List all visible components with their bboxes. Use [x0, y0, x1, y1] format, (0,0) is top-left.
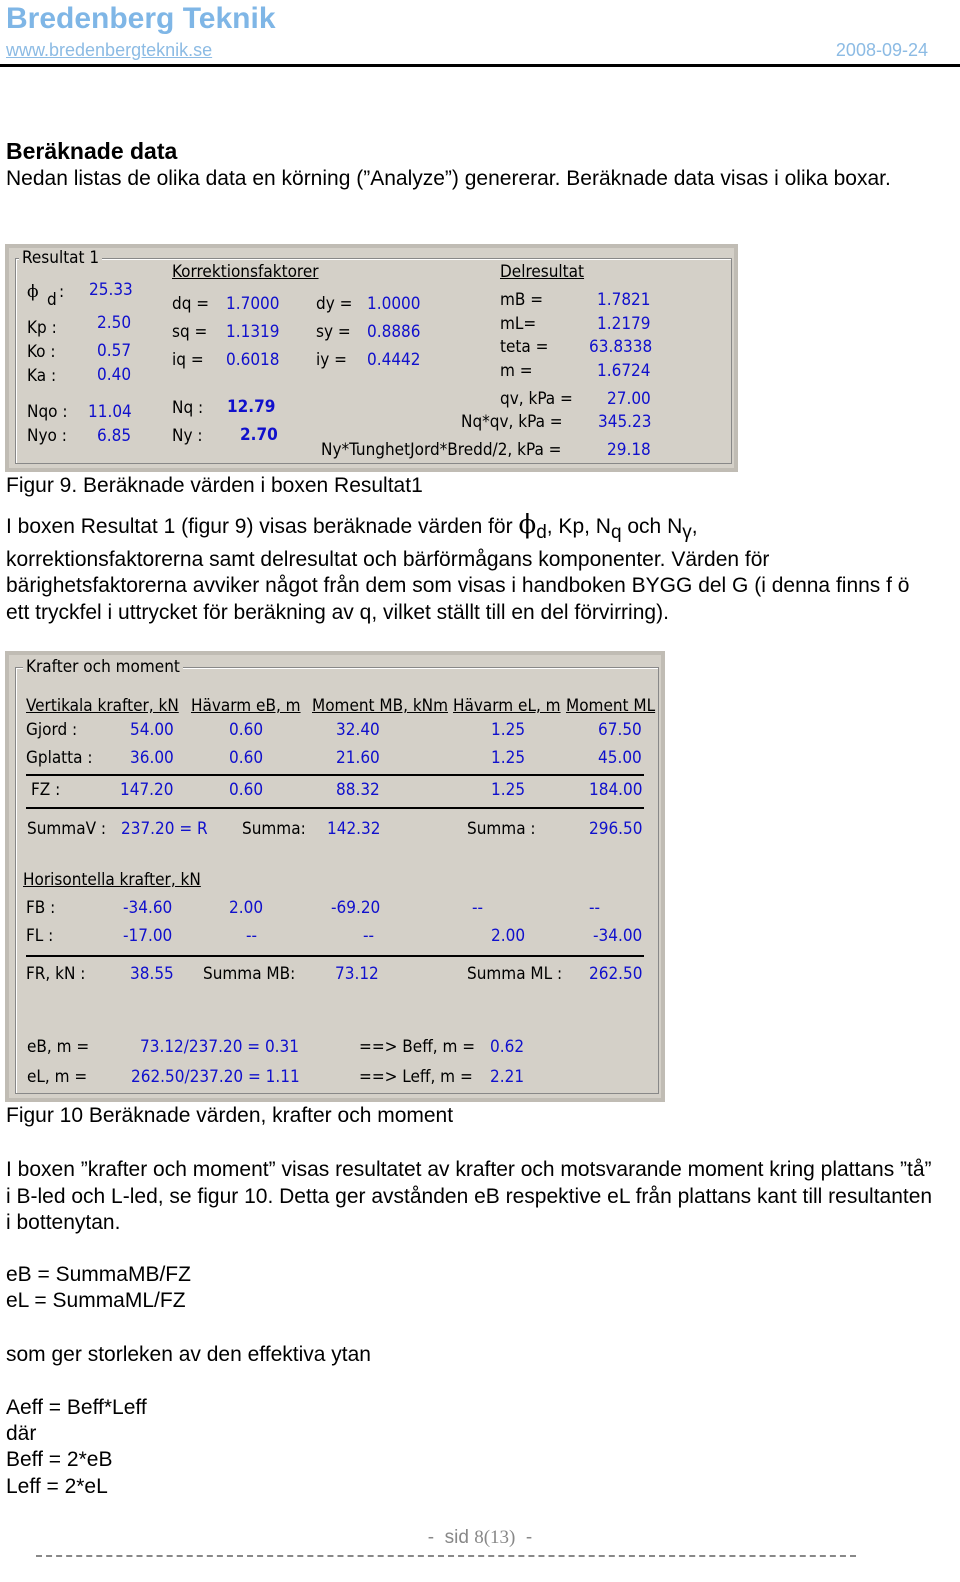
footer-sid: sid	[444, 1527, 469, 1548]
ny-value: 2.70	[240, 425, 278, 445]
gplatta-el: 1.25	[491, 748, 526, 768]
row-label-gjord: Gjord :	[26, 720, 78, 740]
eb-value: 73.12/237.20 = 0.31	[140, 1037, 299, 1057]
summa-mb-value: 142.32	[327, 819, 381, 839]
equation-aeff: Aeff = Beff*Leff	[6, 1396, 147, 1419]
teta-label: teta =	[500, 337, 549, 357]
phi-d-value: 25.33	[89, 280, 133, 300]
nqo-label: Nqo :	[27, 402, 68, 422]
teta-value: 63.8338	[589, 337, 653, 357]
col-header-moment-ml: Moment ML	[566, 696, 656, 716]
nytunghet-value: 29.18	[607, 440, 651, 460]
qv-label: qv, kPa =	[500, 389, 573, 409]
website-link[interactable]: www.bredenbergteknik.se	[6, 40, 213, 60]
m-value: 1.6724	[597, 361, 651, 381]
col-header-havarm-el: Hävarm eL, m	[453, 696, 561, 716]
korrektionsfaktorer-title: Korrektionsfaktorer	[172, 262, 319, 282]
fz-mb: 88.32	[336, 780, 380, 800]
fb-ml: --	[589, 898, 601, 918]
ml-label: mL=	[500, 314, 537, 334]
eb-label: eB, m =	[27, 1037, 90, 1057]
iq-value: 0.6018	[226, 350, 280, 370]
ka-label: Ka :	[27, 366, 57, 386]
fz-force: 147.20	[120, 780, 174, 800]
gplatta-ml: 45.00	[598, 748, 642, 768]
summa-mb-label: Summa:	[242, 819, 306, 839]
fz-eb: 0.60	[229, 780, 264, 800]
document-date: 2008-09-24	[835, 40, 928, 60]
footer-dash-right: -	[525, 1527, 533, 1548]
gplatta-mb: 21.60	[336, 748, 380, 768]
fl-force: -17.00	[123, 926, 173, 946]
separator-line-1	[26, 774, 644, 776]
fl-mb: --	[363, 926, 375, 946]
summaml-label: Summa ML :	[467, 964, 563, 984]
resultat1-paragraph	[6, 512, 936, 626]
leff-value: 2.21	[490, 1067, 525, 1087]
iy-value: 0.4442	[367, 350, 421, 370]
brand-title: Bredenberg Teknik	[6, 2, 276, 35]
ml-value: 1.2179	[597, 314, 651, 334]
col-header-moment-mb: Moment MB, kNm	[312, 696, 449, 716]
row-label-gplatta: Gplatta :	[26, 748, 93, 768]
iq-label: iq =	[172, 350, 204, 370]
separator-line-3	[26, 955, 644, 957]
fb-mb: -69.20	[331, 898, 381, 918]
intro-paragraph: Nedan listas de olika data en körning (”Analyze”) genererar. Beräknade data visas i olika boxar.	[6, 167, 891, 190]
header-divider	[0, 64, 960, 67]
nq-sub-q: q	[610, 522, 622, 543]
summa-ml-value: 296.50	[589, 819, 643, 839]
delresultat-title: Delresultat	[500, 262, 585, 282]
mb-label: mB =	[500, 290, 544, 310]
dq-label: dq =	[172, 294, 210, 314]
fz-ml: 184.00	[589, 780, 643, 800]
separator-line-2	[26, 807, 644, 809]
page-number: 8(13)	[474, 1527, 516, 1548]
krafter-moment-screenshot	[5, 651, 665, 1102]
summav-label: SummaV :	[27, 819, 107, 839]
fz-el: 1.25	[491, 780, 526, 800]
sq-label: sq =	[172, 322, 208, 342]
resultat1-group-title: Resultat 1	[19, 248, 102, 268]
mb-value: 1.7821	[597, 290, 651, 310]
horisontella-title: Horisontella krafter, kN	[23, 870, 201, 890]
nq-label: Nq :	[172, 398, 204, 418]
fl-ml: -34.00	[593, 926, 643, 946]
ny-label: Ny :	[172, 426, 203, 446]
sq-value: 1.1319	[226, 322, 280, 342]
effective-area-intro: som ger storleken av den effektiva ytan	[6, 1343, 371, 1366]
krafter-group-title: Krafter och moment	[23, 657, 183, 677]
ko-value: 0.57	[97, 341, 132, 361]
dy-label: dy =	[316, 294, 353, 314]
phi-sub-d: d	[536, 522, 547, 543]
leff-label: ==> Leff, m =	[359, 1067, 473, 1087]
para2-text-4: ,	[691, 515, 698, 538]
summaml-value: 262.50	[589, 964, 643, 984]
sy-label: sy =	[316, 322, 351, 342]
phi-symbol: ϕ	[27, 282, 39, 302]
gplatta-eb: 0.60	[229, 748, 264, 768]
phi-subscript: d	[47, 290, 57, 310]
gjord-eb: 0.60	[229, 720, 264, 740]
gjord-mb: 32.40	[336, 720, 380, 740]
nytunghet-label: Ny*TunghetJord*Bredd/2, kPa =	[321, 440, 562, 460]
equation-leff: Leff = 2*eL	[6, 1475, 108, 1498]
el-label: eL, m =	[27, 1067, 88, 1087]
summa-ml-label: Summa :	[467, 819, 536, 839]
nqqv-value: 345.23	[598, 412, 652, 432]
dq-value: 1.7000	[226, 294, 280, 314]
fb-eb: 2.00	[229, 898, 264, 918]
fb-el: --	[472, 898, 484, 918]
iy-label: iy =	[316, 350, 347, 370]
el-value: 262.50/237.20 = 1.11	[131, 1067, 300, 1087]
dy-value: 1.0000	[367, 294, 421, 314]
para2-text-1: I boxen Resultat 1 (figur 9) visas beräknade värden för	[6, 515, 519, 538]
sy-value: 0.8886	[367, 322, 421, 342]
figure10-caption: Figur 10 Beräknade värden, krafter och moment	[6, 1104, 454, 1127]
nq-value: 12.79	[227, 397, 276, 417]
footer-dashed-line	[36, 1555, 856, 1557]
gplatta-force: 36.00	[130, 748, 174, 768]
kp-value: 2.50	[97, 313, 132, 333]
ka-value: 0.40	[97, 365, 132, 385]
fl-el: 2.00	[491, 926, 526, 946]
fl-eb: --	[246, 926, 258, 946]
fr-value: 38.55	[130, 964, 174, 984]
equation-eb: eB = SummaMB/FZ	[6, 1263, 191, 1286]
ngamma-sub: γ	[682, 522, 692, 543]
col-header-vertikala: Vertikala krafter, kN	[26, 696, 179, 716]
nqqv-label: Nq*qv, kPa =	[461, 412, 563, 432]
ko-label: Ko :	[27, 342, 56, 362]
section-title: Beräknade data	[6, 138, 178, 164]
kp-label: Kp :	[27, 318, 57, 338]
beff-value: 0.62	[490, 1037, 525, 1057]
col-header-havarm-eb: Hävarm eB, m	[191, 696, 301, 716]
page-footer	[0, 1527, 960, 1549]
qv-value: 27.00	[607, 389, 651, 409]
equation-el: eL = SummaML/FZ	[6, 1289, 186, 1312]
para2-text-rest: korrektionsfaktorerna samt delresultat och bärförmågans komponenter. Värden för bärighetsfaktorerna avviker något från dem som visas i handboken BYGG del G (i denna finns f ö ett tryckfel i uttrycket för beräkning av q, vilket ställt till en del förvirring).	[6, 547, 910, 624]
phi-colon: :	[59, 282, 65, 302]
fl-label: FL :	[26, 926, 54, 946]
resultat1-screenshot	[5, 244, 738, 472]
gjord-ml: 67.50	[598, 720, 642, 740]
para2-text-3: och N	[621, 515, 683, 538]
para2-text-2: , Kp, N	[546, 515, 611, 538]
summamb-value: 73.12	[335, 964, 379, 984]
dar-text: där	[6, 1422, 37, 1445]
fr-label: FR, kN :	[26, 964, 86, 984]
equation-beff: Beff = 2*eB	[6, 1448, 113, 1471]
m-label: m =	[500, 361, 533, 381]
nyo-label: Nyo :	[27, 426, 67, 446]
fb-force: -34.60	[123, 898, 173, 918]
gjord-force: 54.00	[130, 720, 174, 740]
nyo-value: 6.85	[97, 426, 132, 446]
summav-value: 237.20 = R	[121, 819, 208, 839]
fb-label: FB :	[26, 898, 56, 918]
row-label-fz: FZ :	[31, 780, 61, 800]
phi-symbol-text: ϕ	[518, 510, 537, 540]
nqo-value: 11.04	[88, 402, 132, 422]
gjord-el: 1.25	[491, 720, 526, 740]
figure9-caption: Figur 9. Beräknade värden i boxen Resultat1	[6, 474, 423, 497]
beff-label: ==> Beff, m =	[359, 1037, 476, 1057]
summamb-label: Summa MB:	[203, 964, 296, 984]
footer-dash-left: -	[427, 1527, 435, 1548]
krafter-paragraph: I boxen ”krafter och moment” visas resultatet av krafter och motsvarande moment kring plattans ”tå” i B-led och L-led, se figur 10. Detta ger avstånden eB respektive eL från plattans kant till resultanten i bottenytan.	[6, 1158, 933, 1234]
